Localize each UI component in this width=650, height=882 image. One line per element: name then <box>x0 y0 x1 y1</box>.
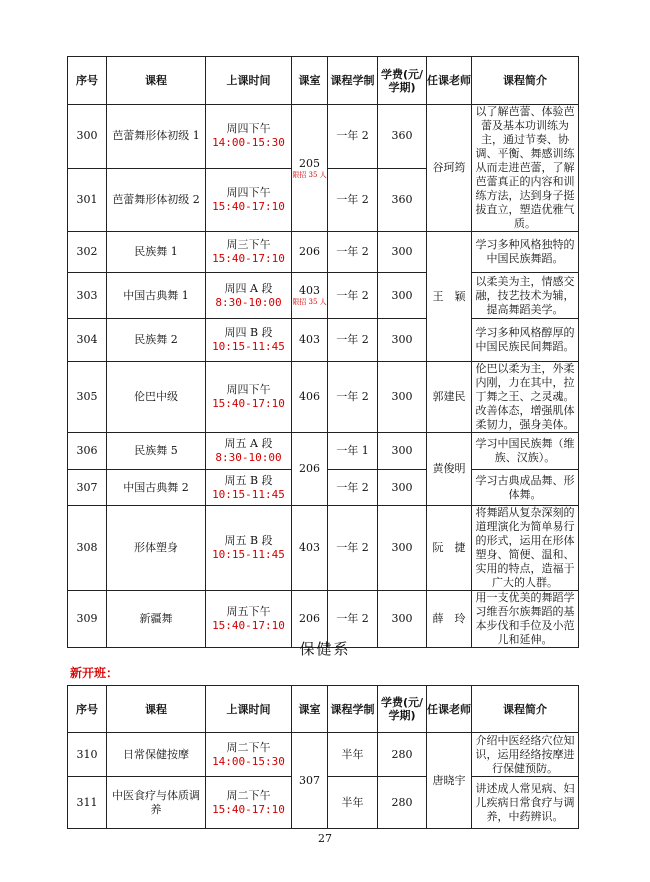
row-course: 伦巴中级 <box>107 362 206 433</box>
row-duration: 一年 2 <box>328 105 378 169</box>
row-room <box>292 273 328 319</box>
row-course: 中国古典舞 1 <box>107 273 206 319</box>
row-fee: 360 <box>378 105 427 169</box>
table-header-row <box>68 57 579 105</box>
row-day: 周三下午 <box>226 238 271 251</box>
row-time <box>206 168 292 232</box>
row-intro: 伦巴以柔为主，外柔内刚，力在其中，拉丁舞之王、之灵魂。改善体态，增强肌体柔韧力，强身美体。 <box>472 362 579 433</box>
row-time <box>206 777 292 829</box>
row-time-range: 8:30-10:00 <box>215 295 282 309</box>
header-time: 上课时间 <box>206 686 292 733</box>
row-intro: 以了解芭蕾、体验芭蕾及基本功训练为主，通过节奏、协调、平衡、舞感训练从而走进芭蕾，了解芭蕾真正的内容和训练方法，达到身子挺拔直立，塑造优雅气质。 <box>472 105 579 232</box>
row-room <box>292 105 328 232</box>
row-duration: 半年 <box>328 777 378 829</box>
section-title: 保健系 <box>299 640 351 658</box>
row-intro: 将舞蹈从复杂深刻的道理演化为简单易行的形式，运用在形体塑身、简便、温和、实用的特点，造福于广大的人群。 <box>472 506 579 591</box>
row-course: 日常保健按摩 <box>107 733 206 777</box>
row-course: 芭蕾舞形体初级 1 <box>107 105 206 169</box>
row-intro: 以柔美为主，情感交融，技艺技术为辅，提高舞蹈美学。 <box>472 273 579 319</box>
row-no: 306 <box>68 433 107 470</box>
row-time <box>206 506 292 591</box>
row-room: 206 <box>292 433 328 506</box>
row-duration: 半年 <box>328 733 378 777</box>
row-no: 308 <box>68 506 107 591</box>
row-duration: 一年 2 <box>328 168 378 232</box>
row-day: 周五下午 <box>226 605 271 618</box>
row-day: 周四下午 <box>226 383 271 396</box>
new-class-label: 新开班： <box>70 666 119 680</box>
header-fee: 学费(元/学期) <box>378 686 427 733</box>
row-time <box>206 273 292 319</box>
row-duration: 一年 1 <box>328 433 378 470</box>
row-teacher: 郭建民 <box>427 362 472 433</box>
row-duration: 一年 2 <box>328 470 378 506</box>
row-day: 周四下午 <box>226 185 271 199</box>
row-course: 民族舞 2 <box>107 319 206 362</box>
header-course: 课程 <box>107 686 206 733</box>
row-time-range: 15:40-17:10 <box>212 252 285 265</box>
row-room: 406 <box>292 362 328 433</box>
row-fee: 300 <box>378 591 427 648</box>
room-number: 403 <box>299 284 320 297</box>
header-teacher: 任课老师 <box>427 57 472 105</box>
table-row <box>68 232 579 273</box>
room-limit-note: 限招 35 人 <box>292 298 327 306</box>
header-room: 课室 <box>292 57 328 105</box>
row-time-range: 10:15-11:45 <box>212 487 285 501</box>
row-course: 形体塑身 <box>107 506 206 591</box>
row-fee: 360 <box>378 168 427 232</box>
row-room: 206 <box>292 232 328 273</box>
row-intro: 学习多种风格独特的中国民族舞蹈。 <box>472 232 579 273</box>
row-day: 周二下午 <box>226 740 271 754</box>
health-course-table <box>67 685 579 829</box>
row-time <box>206 319 292 362</box>
table-row <box>68 362 579 433</box>
row-time-range: 8:30-10:00 <box>215 451 282 464</box>
row-duration: 一年 2 <box>328 232 378 273</box>
row-time <box>206 470 292 506</box>
row-time <box>206 232 292 273</box>
row-time-range: 15:40-17:10 <box>212 397 285 410</box>
room-number: 205 <box>299 156 320 170</box>
row-fee: 300 <box>378 273 427 319</box>
header-room: 课室 <box>292 686 328 733</box>
row-room: 206 <box>292 591 328 648</box>
row-intro: 介绍中医经络穴位知识，运用经络按摩进行保健预防。 <box>472 733 579 777</box>
row-day: 周五 B 段 <box>224 534 273 547</box>
row-course: 民族舞 1 <box>107 232 206 273</box>
row-fee: 300 <box>378 470 427 506</box>
row-duration: 一年 2 <box>328 506 378 591</box>
row-no: 301 <box>68 168 107 232</box>
table-row <box>68 105 579 169</box>
row-intro: 学习多种风格醇厚的中国民族民间舞蹈。 <box>472 319 579 362</box>
header-no: 序号 <box>68 686 107 733</box>
row-duration: 一年 2 <box>328 273 378 319</box>
row-teacher: 谷珂筠 <box>427 105 472 232</box>
row-room: 403 <box>292 506 328 591</box>
row-room: 307 <box>292 733 328 829</box>
row-course: 芭蕾舞形体初级 2 <box>107 168 206 232</box>
row-time <box>206 733 292 777</box>
row-teacher: 唐晓宇 <box>427 733 472 829</box>
row-day: 周四 A 段 <box>224 281 273 295</box>
row-day: 周五 B 段 <box>224 473 273 487</box>
row-room: 403 <box>292 319 328 362</box>
row-teacher: 黄俊明 <box>427 433 472 506</box>
row-fee: 280 <box>378 733 427 777</box>
row-no: 311 <box>68 777 107 829</box>
header-no: 序号 <box>68 57 107 105</box>
row-course: 中国古典舞 2 <box>107 470 206 506</box>
row-time <box>206 362 292 433</box>
row-time <box>206 105 292 169</box>
row-time-range: 14:00-15:30 <box>212 754 285 768</box>
header-fee: 学费(元/学期) <box>378 57 427 105</box>
row-no: 310 <box>68 733 107 777</box>
row-time-range: 15:40-17:10 <box>212 199 285 213</box>
row-no: 304 <box>68 319 107 362</box>
header-duration: 课程学制 <box>328 686 378 733</box>
table-row <box>68 433 579 470</box>
row-intro: 学习中国民族舞（维族、汉族）。 <box>472 433 579 470</box>
row-course: 中医食疗与体质调养 <box>107 777 206 829</box>
row-duration: 一年 2 <box>328 319 378 362</box>
header-intro: 课程简介 <box>472 686 579 733</box>
row-fee: 300 <box>378 319 427 362</box>
header-intro: 课程简介 <box>472 57 579 105</box>
row-fee: 300 <box>378 232 427 273</box>
row-no: 300 <box>68 105 107 169</box>
row-course: 新疆舞 <box>107 591 206 648</box>
room-limit-note: 限招 35 人 <box>292 170 327 179</box>
row-day: 周五 A 段 <box>224 437 273 450</box>
row-no: 307 <box>68 470 107 506</box>
row-time-range: 10:15-11:45 <box>212 340 285 353</box>
row-no: 303 <box>68 273 107 319</box>
table-row <box>68 319 579 362</box>
row-day: 周四下午 <box>226 122 271 136</box>
table-row <box>68 273 579 319</box>
row-course: 民族舞 5 <box>107 433 206 470</box>
row-teacher: 薛 玲 <box>427 591 472 648</box>
row-duration: 一年 2 <box>328 591 378 648</box>
row-teacher: 王 颖 <box>427 232 472 362</box>
row-time-range: 10:15-11:45 <box>212 548 285 561</box>
row-time <box>206 433 292 470</box>
row-time-range: 15:40-17:10 <box>212 802 285 816</box>
row-day: 周四 B 段 <box>224 326 273 339</box>
row-fee: 300 <box>378 362 427 433</box>
row-day: 周二下午 <box>226 788 271 802</box>
table-row <box>68 733 579 777</box>
header-time: 上课时间 <box>206 57 292 105</box>
row-duration: 一年 2 <box>328 362 378 433</box>
dance-course-table <box>67 56 579 648</box>
row-no: 302 <box>68 232 107 273</box>
row-time-range: 15:40-17:10 <box>212 619 285 632</box>
header-teacher: 任课老师 <box>427 686 472 733</box>
row-teacher: 阮 捷 <box>427 506 472 591</box>
row-intro: 讲述成人常见病、妇儿疾病日常食疗与调养，中药辨识。 <box>472 777 579 829</box>
row-no: 309 <box>68 591 107 648</box>
row-intro: 学习古典成品舞、形体舞。 <box>472 470 579 506</box>
table-header-row <box>68 686 579 733</box>
row-fee: 280 <box>378 777 427 829</box>
table-row <box>68 506 579 591</box>
row-no: 305 <box>68 362 107 433</box>
row-fee: 300 <box>378 506 427 591</box>
row-fee: 300 <box>378 433 427 470</box>
header-course: 课程 <box>107 57 206 105</box>
header-duration: 课程学制 <box>328 57 378 105</box>
row-time-range: 14:00-15:30 <box>212 136 285 150</box>
row-intro: 用一支优美的舞蹈学习维吾尔族舞蹈的基本步伐和手位及小范儿和延伸。 <box>472 591 579 648</box>
page-number: 27 <box>318 832 332 845</box>
